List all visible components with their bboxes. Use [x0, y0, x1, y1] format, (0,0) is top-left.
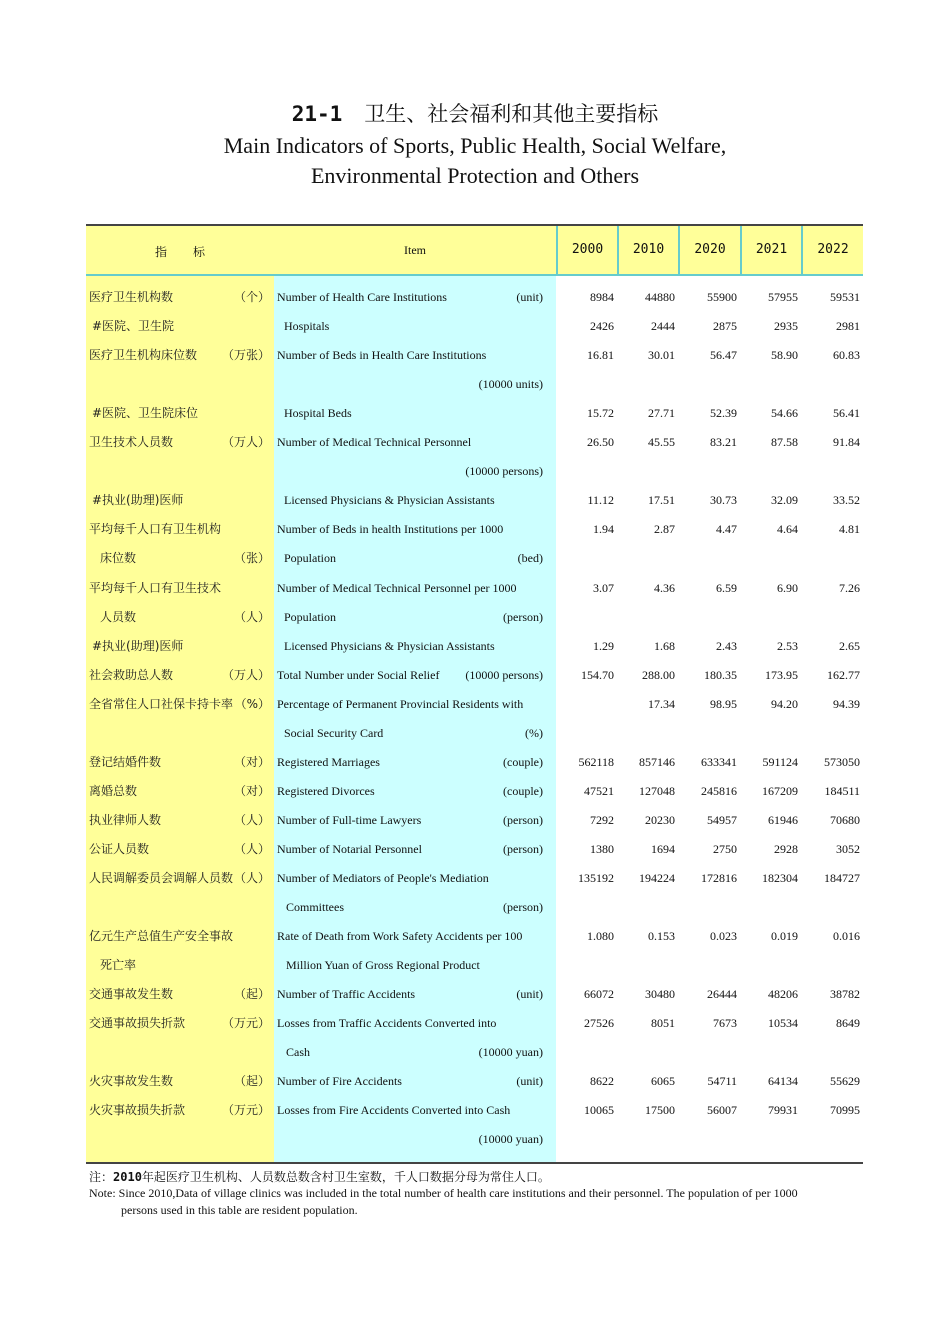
table-row — [86, 1009, 863, 1038]
page-title-cn — [0, 98, 950, 128]
value-cell: 180.35 — [704, 667, 737, 682]
value-cell: 2.65 — [839, 638, 860, 653]
table-row — [86, 486, 863, 515]
unit-en: (bed) — [517, 551, 543, 566]
note-en-line1: Note: Since 2010,Data of village clinics was included in the total number of health care institutions and their personnel. The population of per 1000 — [89, 1186, 798, 1200]
value-cell: 0.016 — [833, 929, 860, 944]
table-row — [86, 283, 863, 312]
table-row — [86, 515, 863, 544]
indicator-cn: 医疗卫生机构床位数 — [89, 348, 198, 363]
value-cell: 1.94 — [593, 522, 614, 537]
value-cell: 54957 — [707, 812, 737, 827]
value-cell: 17500 — [645, 1103, 675, 1118]
title-cn-text: 卫生、社会福利和其他主要指标 — [364, 102, 659, 126]
value-cell: 56.41 — [833, 406, 860, 421]
value-cell: 2426 — [590, 319, 614, 334]
value-cell: 6065 — [651, 1074, 675, 1089]
indicator-cn: 平均每千人口有卫生技术 — [89, 580, 222, 595]
value-cell: 2.53 — [777, 638, 798, 653]
value-cell: 27.71 — [648, 406, 675, 421]
unit-cn: （万元） — [221, 1016, 270, 1031]
value-cell: 7292 — [590, 812, 614, 827]
indicator-table — [86, 224, 863, 1164]
value-cell: 591124 — [762, 754, 798, 769]
value-cell: 1380 — [590, 841, 614, 856]
value-cell: 47521 — [584, 783, 614, 798]
indicator-cn: #医院、卫生院床位 — [92, 406, 199, 421]
unit-en: (10000 persons) — [465, 667, 543, 682]
value-cell: 33.52 — [833, 493, 860, 508]
value-cell: 2.43 — [716, 638, 737, 653]
table-row — [86, 1038, 863, 1067]
indicator-en: Social Security Card — [284, 725, 384, 740]
value-cell: 2935 — [774, 319, 798, 334]
value-cell: 184727 — [824, 871, 860, 885]
value-cell: 1.080 — [587, 929, 614, 944]
table-row — [86, 864, 863, 893]
value-cell: 58.90 — [771, 348, 798, 363]
value-cell: 3052 — [836, 841, 860, 856]
indicator-en: Number of Beds in health Institutions per 1000 — [277, 522, 504, 537]
unit-cn: （%） — [234, 696, 270, 711]
table-row — [86, 690, 863, 719]
value-cell: 64134 — [768, 1074, 798, 1089]
note-cn-text: 年起医疗卫生机构、人员数总数含村卫生室数，千人口数据分母为常住人口。 — [141, 1170, 550, 1184]
indicator-en: Registered Marriages — [277, 754, 380, 769]
value-cell: 70995 — [830, 1103, 860, 1118]
table-row — [86, 1125, 863, 1154]
value-cell: 8051 — [651, 1016, 675, 1031]
value-cell: 245816 — [701, 783, 737, 798]
table-row — [86, 457, 863, 486]
table-row — [86, 1067, 863, 1096]
indicator-cn: 公证人员数 — [89, 841, 150, 856]
value-cell: 98.95 — [710, 696, 737, 711]
unit-cn: （万元） — [221, 1103, 270, 1118]
unit-cn: （对） — [233, 783, 270, 798]
value-cell: 4.81 — [839, 522, 860, 537]
value-cell: 10534 — [768, 1016, 798, 1031]
value-cell: 26444 — [707, 987, 737, 1002]
note-cn-year: 2010 — [113, 1170, 142, 1184]
value-cell: 26.50 — [587, 435, 614, 450]
value-cell: 8649 — [836, 1016, 860, 1031]
indicator-cn: 交通事故发生数 — [89, 987, 174, 1002]
table-row — [86, 951, 863, 980]
value-cell: 61946 — [768, 812, 798, 827]
indicator-en: Population — [284, 551, 337, 566]
unit-cn: （人） — [233, 812, 270, 827]
table-row — [86, 777, 863, 806]
table-row — [86, 1096, 863, 1125]
indicator-cn: 亿元生产总值生产安全事故 — [89, 929, 234, 944]
value-cell: 30480 — [645, 987, 675, 1002]
unit-cn: （人） — [233, 871, 270, 885]
indicator-en: Number of Fire Accidents — [277, 1074, 402, 1089]
indicator-cn: 人民调解委员会调解人员数 — [89, 871, 234, 885]
note-cn — [89, 1168, 550, 1185]
value-cell: 173.95 — [765, 667, 798, 682]
indicator-en: Population — [284, 609, 337, 624]
unit-en: (person) — [503, 812, 543, 827]
value-cell: 17.51 — [648, 493, 675, 508]
value-cell: 2.87 — [654, 522, 675, 537]
value-cell: 8622 — [590, 1074, 614, 1089]
value-cell: 1694 — [651, 841, 675, 856]
value-cell: 3.07 — [593, 580, 614, 595]
header-en: Item — [404, 243, 426, 257]
indicator-cn: 社会救助总人数 — [89, 667, 174, 682]
note-en-line2: persons used in this table are resident population. — [121, 1203, 358, 1217]
indicator-cn: 登记结婚件数 — [89, 754, 162, 769]
table-row — [86, 370, 863, 399]
indicator-cn: #医院、卫生院 — [92, 319, 175, 334]
unit-cn: （起） — [233, 1074, 270, 1089]
indicator-en: Number of Health Care Institutions — [277, 290, 447, 304]
value-cell: 633341 — [701, 754, 737, 769]
value-cell: 15.72 — [587, 406, 614, 421]
value-cell: 56007 — [707, 1103, 737, 1118]
indicator-cn: 离婚总数 — [89, 783, 138, 798]
value-cell: 184511 — [824, 783, 860, 798]
value-cell: 60.83 — [833, 348, 860, 363]
value-cell: 162.77 — [827, 667, 860, 682]
unit-cn: （个） — [233, 290, 270, 304]
value-cell: 7.26 — [839, 580, 860, 595]
value-cell: 11.12 — [587, 493, 614, 508]
unit-en: (couple) — [503, 754, 543, 769]
value-cell: 4.47 — [716, 522, 737, 537]
unit-en: (10000 yuan) — [478, 1045, 543, 1060]
indicator-cn: 交通事故损失折款 — [89, 1016, 186, 1031]
value-cell: 167209 — [762, 783, 798, 798]
indicator-en: Registered Divorces — [277, 783, 375, 798]
value-cell: 6.59 — [716, 580, 737, 595]
indicator-cn: 床位数 — [100, 551, 137, 566]
value-cell: 0.019 — [771, 929, 798, 944]
value-cell: 30.01 — [648, 348, 675, 363]
unit-en: (person) — [503, 900, 543, 915]
unit-en: (person) — [503, 609, 543, 624]
value-cell: 10065 — [584, 1103, 614, 1118]
indicator-en: Losses from Traffic Accidents Converted into — [277, 1016, 497, 1031]
indicator-en: Licensed Physicians & Physician Assistants — [284, 493, 495, 508]
indicator-en: Hospitals — [284, 319, 330, 334]
header-cn: 指标 — [154, 245, 231, 259]
value-cell: 172816 — [701, 871, 737, 885]
header-year: 2020 — [678, 226, 740, 274]
table-row — [86, 399, 863, 428]
value-cell: 44880 — [645, 290, 675, 304]
indicator-en: Number of Beds in Health Care Institutions — [277, 348, 487, 363]
header-year: 2010 — [617, 226, 678, 274]
unit-en: (%) — [525, 725, 543, 740]
value-cell: 8984 — [590, 290, 614, 304]
indicator-en: Million Yuan of Gross Regional Product — [286, 958, 480, 973]
value-cell: 83.21 — [710, 435, 737, 450]
note-cn-prefix: 注： — [89, 1170, 114, 1184]
indicator-en: Number of Notarial Personnel — [277, 841, 422, 856]
indicator-en: Rate of Death from Work Safety Accidents per 100 — [277, 929, 523, 944]
table-row — [86, 719, 863, 748]
value-cell: 48206 — [768, 987, 798, 1002]
indicator-cn: 执业律师人数 — [89, 812, 162, 827]
indicator-cn: 平均每千人口有卫生机构 — [89, 522, 222, 537]
unit-cn: （人） — [233, 609, 270, 624]
indicator-cn: 火灾事故损失折款 — [89, 1103, 186, 1118]
table-row — [86, 835, 863, 864]
value-cell: 194224 — [639, 871, 675, 885]
indicator-cn: 医疗卫生机构数 — [89, 290, 174, 304]
indicator-en: Hospital Beds — [284, 406, 352, 421]
header-year: 2022 — [801, 226, 863, 274]
unit-en: (unit) — [516, 987, 543, 1002]
indicator-en: Losses from Fire Accidents Converted into Cash — [277, 1103, 511, 1118]
value-cell: 135192 — [578, 871, 614, 885]
table-row — [86, 806, 863, 835]
header-year: 2000 — [556, 226, 617, 274]
value-cell: 17.34 — [648, 696, 675, 711]
table-row — [86, 574, 863, 603]
table-row — [86, 661, 863, 690]
unit-cn: （万人） — [221, 435, 270, 450]
value-cell: 45.55 — [648, 435, 675, 450]
indicator-en: Committees — [286, 900, 344, 915]
header-year: 2021 — [740, 226, 801, 274]
indicator-cn: #执业(助理)医师 — [92, 638, 184, 653]
value-cell: 94.20 — [771, 696, 798, 711]
value-cell: 1.68 — [654, 638, 675, 653]
value-cell: 7673 — [713, 1016, 737, 1031]
unit-en: (unit) — [516, 1074, 543, 1089]
value-cell: 573050 — [824, 754, 860, 769]
value-cell: 94.39 — [833, 696, 860, 711]
value-cell: 59531 — [830, 290, 860, 304]
unit-en: (10000 yuan) — [478, 1132, 543, 1147]
indicator-en: Cash — [286, 1045, 310, 1060]
unit-en: (10000 persons) — [465, 464, 543, 479]
unit-en: (unit) — [516, 290, 543, 304]
value-cell: 2875 — [713, 319, 737, 334]
value-cell: 6.90 — [777, 580, 798, 595]
page-title-en-line1: Main Indicators of Sports, Public Health, Social Welfare, — [223, 133, 727, 158]
table-row — [86, 341, 863, 370]
unit-cn: （万人） — [221, 667, 270, 682]
indicator-en: Number of Medical Technical Personnel — [277, 435, 472, 450]
value-cell: 2928 — [774, 841, 798, 856]
value-cell: 182304 — [762, 871, 798, 885]
value-cell: 0.153 — [648, 929, 675, 944]
table-row — [86, 632, 863, 661]
value-cell: 54711 — [707, 1074, 737, 1089]
value-cell: 2444 — [651, 319, 675, 334]
value-cell: 52.39 — [710, 406, 737, 421]
value-cell: 27526 — [584, 1016, 614, 1031]
value-cell: 79931 — [768, 1103, 798, 1118]
page-title-en-line2: Environmental Protection and Others — [310, 163, 640, 188]
value-cell: 16.81 — [587, 348, 614, 363]
value-cell: 4.36 — [654, 580, 675, 595]
value-cell: 4.64 — [777, 522, 798, 537]
table-row — [86, 893, 863, 922]
value-cell: 154.70 — [581, 667, 614, 682]
value-cell: 32.09 — [771, 493, 798, 508]
indicator-en: Percentage of Permanent Provincial Residents with — [277, 696, 524, 711]
indicator-cn: 卫生技术人员数 — [89, 435, 174, 450]
table-row — [86, 748, 863, 777]
table-row — [86, 980, 863, 1009]
value-cell: 87.58 — [771, 435, 798, 450]
value-cell: 562118 — [578, 754, 614, 769]
table-header — [86, 226, 863, 276]
value-cell: 57955 — [768, 290, 798, 304]
value-cell: 288.00 — [642, 667, 675, 682]
table-row — [86, 603, 863, 632]
table-number: 21-1 — [291, 102, 343, 126]
unit-en: (person) — [503, 841, 543, 856]
value-cell: 127048 — [639, 783, 675, 798]
value-cell: 30.73 — [710, 493, 737, 508]
unit-cn: （万张） — [221, 348, 270, 363]
unit-en: (10000 units) — [478, 377, 543, 392]
value-cell: 2750 — [713, 841, 737, 856]
value-cell: 857146 — [639, 754, 675, 769]
value-cell: 1.29 — [593, 638, 614, 653]
indicator-cn: 全省常住人口社保卡持卡率 — [89, 696, 234, 711]
unit-cn: （人） — [233, 841, 270, 856]
unit-en: (couple) — [503, 783, 543, 798]
value-cell: 0.023 — [710, 929, 737, 944]
value-cell: 56.47 — [710, 348, 737, 363]
table-row — [86, 428, 863, 457]
indicator-en: Number of Medical Technical Personnel per 1000 — [277, 580, 517, 595]
value-cell: 54.66 — [771, 406, 798, 421]
indicator-cn: 人员数 — [100, 609, 137, 624]
value-cell: 70680 — [830, 812, 860, 827]
table-row — [86, 544, 863, 573]
value-cell: 55900 — [707, 290, 737, 304]
indicator-cn: #执业(助理)医师 — [92, 493, 184, 508]
unit-cn: （起） — [233, 987, 270, 1002]
indicator-en: Total Number under Social Relief — [277, 667, 440, 682]
value-cell: 55629 — [830, 1074, 860, 1089]
indicator-cn: 死亡率 — [100, 958, 137, 973]
indicator-en: Number of Mediators of People's Mediation — [277, 871, 489, 885]
table-row — [86, 312, 863, 341]
indicator-en: Licensed Physicians & Physician Assistants — [284, 638, 495, 653]
indicator-en: Number of Full-time Lawyers — [277, 812, 422, 827]
indicator-en: Number of Traffic Accidents — [277, 987, 416, 1002]
value-cell: 20230 — [645, 812, 675, 827]
unit-cn: （对） — [233, 754, 270, 769]
value-cell: 2981 — [836, 319, 860, 334]
table-row — [86, 922, 863, 951]
indicator-cn: 火灾事故发生数 — [89, 1074, 174, 1089]
value-cell: 66072 — [584, 987, 614, 1002]
unit-cn: （张） — [233, 551, 270, 566]
value-cell: 38782 — [830, 987, 860, 1002]
value-cell: 91.84 — [833, 435, 860, 450]
